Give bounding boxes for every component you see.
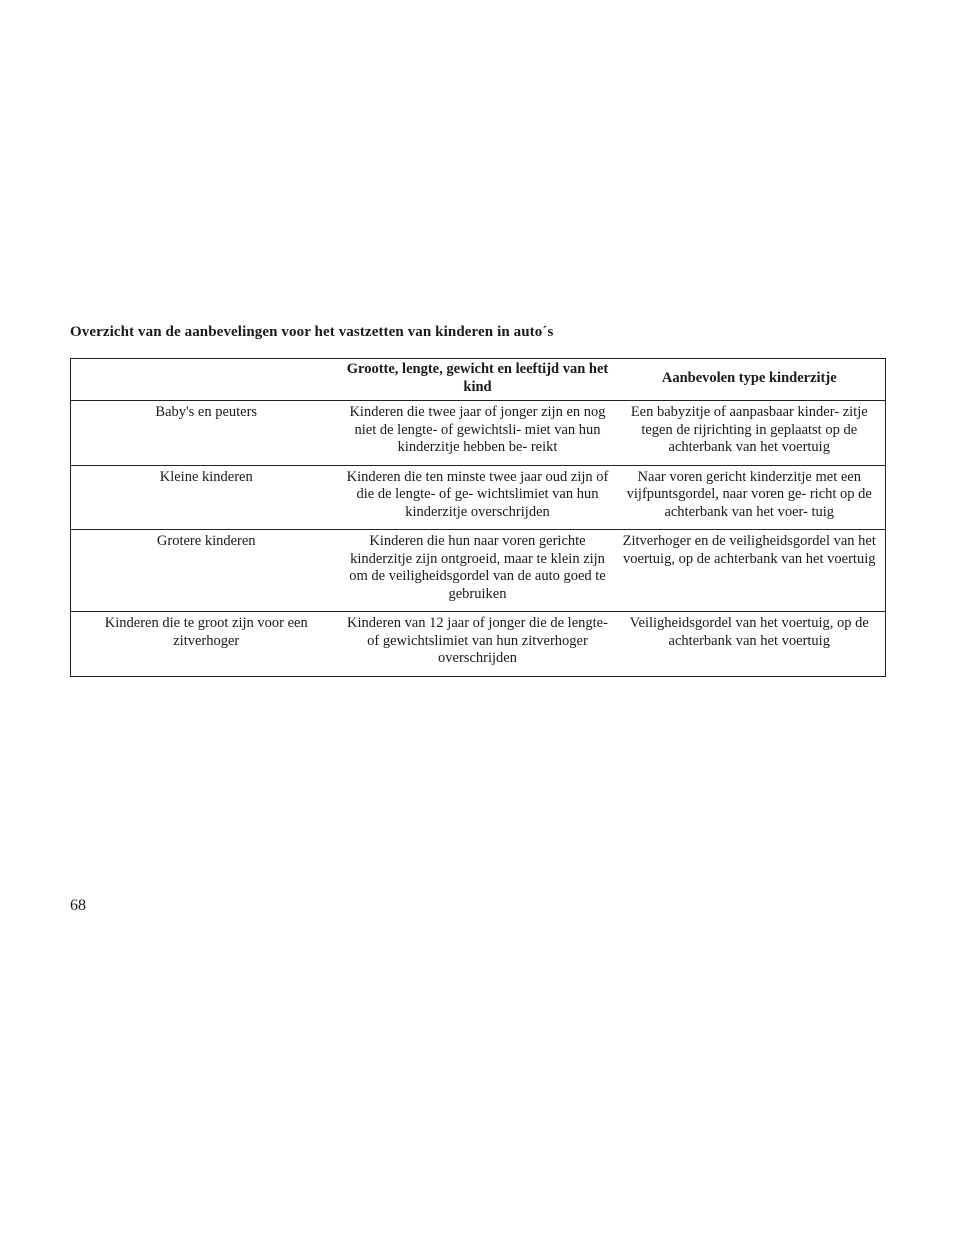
cell-category: Kleine kinderen (71, 465, 342, 530)
cell-seat: Zitverhoger en de veiligheidsgordel van het voertuig, op de achterbank van het voertuig (614, 530, 886, 612)
cell-size: Kinderen van 12 jaar of jonger die de lengte- of gewichtslimiet van hun zitverhoger overschrijden (342, 612, 614, 677)
table-row (71, 465, 886, 530)
cell-size: Kinderen die ten minste twee jaar oud zijn of die de lengte- of ge- wichtslimiet van hun kinderzitje overschrijden (342, 465, 614, 530)
page-title: Overzicht van de aanbevelingen voor het vastzetten van kinderen in auto´s (70, 324, 554, 340)
cell-seat: Veiligheidsgordel van het voertuig, op de achterbank van het voertuig (614, 612, 886, 677)
cell-size: Kinderen die twee jaar of jonger zijn en nog niet de lengte- of gewichtsli- miet van hun kinderzitje hebben be- reikt (342, 401, 614, 466)
table-row (71, 612, 886, 677)
cell-size: Kinderen die hun naar voren gerichte kinderzitje zijn ontgroeid, maar te klein zijn om de veiligheidsgordel van de auto goed te gebruiken (342, 530, 614, 612)
column-header-seat: Aanbevolen type kinderzitje (614, 359, 886, 401)
cell-seat: Naar voren gericht kinderzitje met een vijfpuntsgordel, naar voren ge- richt op de achterbank van het voer- tuig (614, 465, 886, 530)
cell-category: Grotere kinderen (71, 530, 342, 612)
table-row (71, 401, 886, 466)
column-header-size: Grootte, lengte, gewicht en leeftijd van het kind (342, 359, 614, 401)
column-header-category (71, 359, 342, 401)
table-row (71, 530, 886, 612)
cell-category: Kinderen die te groot zijn voor een zitverhoger (71, 612, 342, 677)
cell-category: Baby's en peuters (71, 401, 342, 466)
table-header-row (71, 359, 886, 401)
cell-seat: Een babyzitje of aanpasbaar kinder- zitje tegen de rijrichting in geplaatst op de achterbank van het voertuig (614, 401, 886, 466)
page-number: 68 (70, 897, 86, 914)
recommendations-table (70, 358, 886, 677)
